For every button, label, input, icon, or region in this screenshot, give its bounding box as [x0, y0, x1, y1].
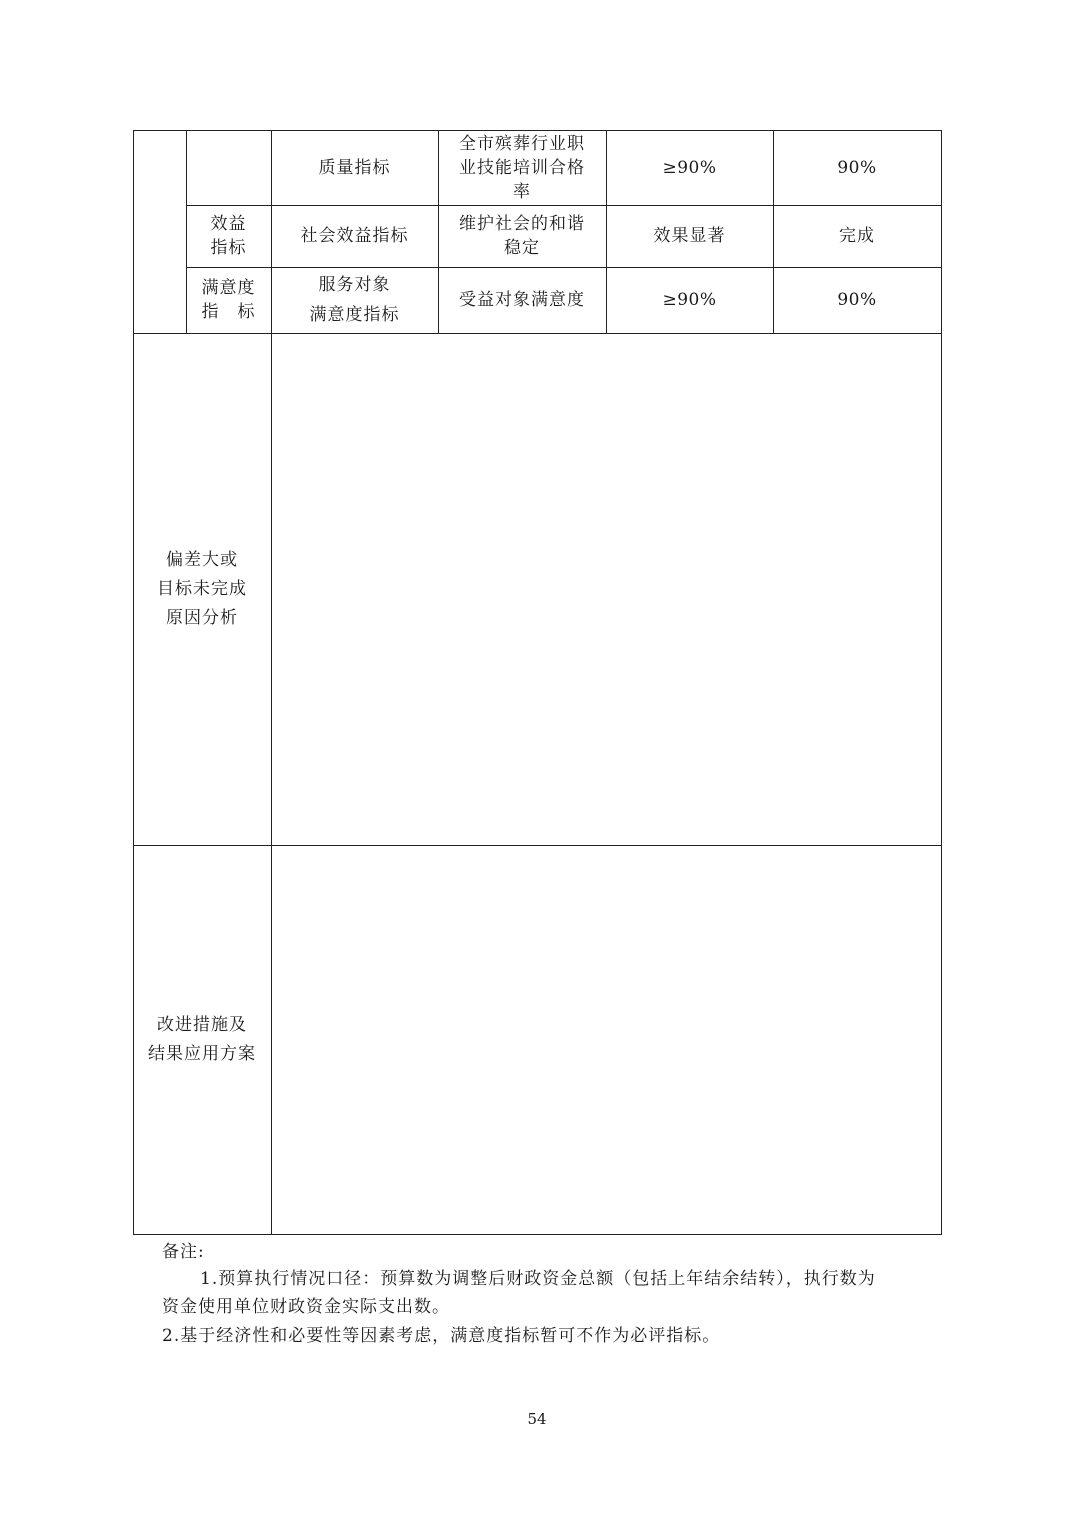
improvement-content-cell: [271, 845, 941, 1234]
quality-target-cell: [606, 130, 773, 205]
deviation-label-cell: [133, 333, 271, 845]
deviation-content-cell: [271, 333, 941, 845]
benefit-category-cell: [186, 205, 271, 267]
satisfaction-metric-type-cell: [271, 267, 438, 333]
improvement-label-line: 改进措施及: [157, 1014, 247, 1035]
quality-metric-type: 质量指标: [318, 157, 391, 178]
benefit-target: 效果显著: [653, 226, 726, 246]
benefit-metric-type-cell: [271, 205, 438, 267]
improvement-label-cell: [133, 845, 271, 1234]
quality-indicator-line: 率: [513, 181, 531, 202]
table-border-right: [941, 130, 942, 1235]
improvement-label-line: 结果应用方案: [148, 1043, 256, 1064]
benefit-actual: 完成: [839, 226, 875, 246]
quality-indicator-cell: [438, 130, 606, 205]
benefit-indicator-line: 维护社会的和谐: [459, 214, 585, 234]
table-border-bottom: [133, 1234, 942, 1235]
quality-metric-type-cell: [271, 130, 438, 205]
satisfaction-indicator: 受益对象满意度: [459, 290, 585, 310]
satisfaction-actual: 90%: [837, 290, 877, 310]
benefit-category-line: 指标: [210, 238, 247, 258]
quality-actual-cell: [773, 130, 941, 205]
deviation-label-line: 目标未完成: [157, 578, 247, 599]
satisfaction-indicator-cell: [438, 267, 606, 333]
satisfaction-target: ≥90%: [662, 290, 717, 310]
quality-indicator-line: 全市殡葬行业职: [459, 133, 585, 154]
quality-target: ≥90%: [662, 157, 717, 178]
note-item-2: 2.基于经济性和必要性等因素考虑，满意度指标暂可不作为必评指标。: [162, 1326, 721, 1346]
benefit-target-cell: [606, 205, 773, 267]
benefit-metric-type: 社会效益指标: [300, 226, 409, 246]
quality-indicator-line: 业技能培训合格: [459, 157, 585, 178]
satisfaction-metric-type-line: 服务对象: [318, 275, 391, 295]
benefit-actual-cell: [773, 205, 941, 267]
satisfaction-category-cell: [186, 267, 271, 333]
note-item-1-line-2: 资金使用单位财政资金实际支出数。: [162, 1297, 450, 1317]
benefit-indicator-line: 稳定: [504, 238, 540, 258]
satisfaction-category-line: 指 标: [201, 302, 256, 322]
benefit-category-line: 效益: [210, 214, 247, 234]
quality-actual: 90%: [837, 157, 877, 178]
satisfaction-target-cell: [606, 267, 773, 333]
note-item-1-line-1: 1.预算执行情况口径：预算数为调整后财政资金总额（包括上年结余结转），执行数为: [200, 1269, 876, 1289]
satisfaction-metric-type-line: 满意度指标: [309, 305, 400, 325]
notes-heading: 备注:: [162, 1242, 205, 1262]
satisfaction-category-line: 满意度: [201, 278, 256, 298]
deviation-label-line: 原因分析: [166, 607, 238, 628]
satisfaction-actual-cell: [773, 267, 941, 333]
benefit-indicator-cell: [438, 205, 606, 267]
deviation-label-line: 偏差大或: [166, 549, 238, 570]
page-number: 54: [527, 1410, 547, 1428]
